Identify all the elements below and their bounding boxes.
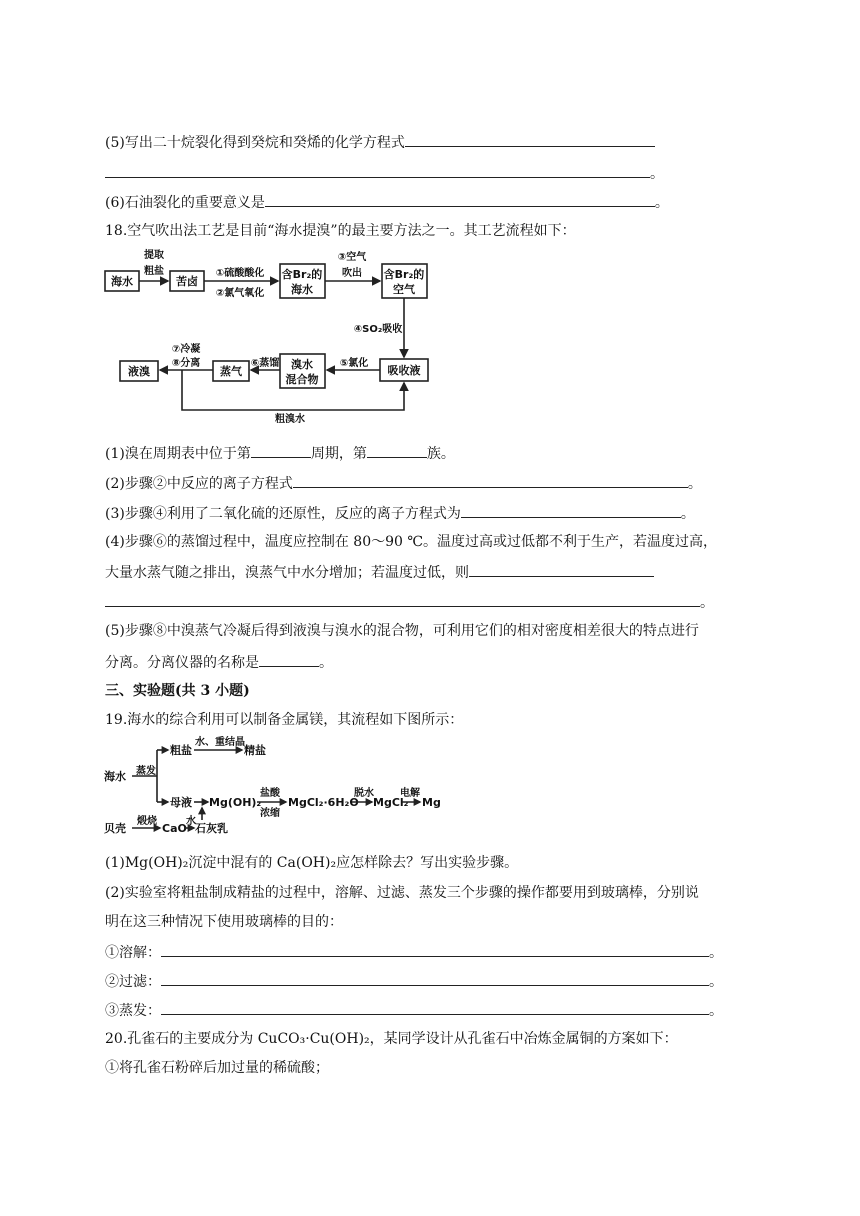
box-br2-seawater-2: 海水 <box>291 283 313 296</box>
q20-intro: 20.孔雀石的主要成分为 CuCO₃·Cu(OH)₂，某同学设计从孔雀石中冶炼金属铜的方案如下： <box>105 1031 678 1047</box>
q18-4-line2: 大量水蒸气随之排出，溴蒸气中水分增加；若温度过低，则 <box>105 561 654 583</box>
q18-1-line: (1)溴在周期表中位于第 周期，第 族。 <box>105 442 455 464</box>
box-br2-air-1: 含Br₂的 <box>383 268 425 281</box>
answer-blank[interactable] <box>293 472 688 488</box>
q19-2-line2: 明在这三种情况下使用玻璃棒的目的： <box>105 914 343 930</box>
mg-concentrate: 浓缩 <box>260 808 280 819</box>
mg-evaporate: 蒸发 <box>136 766 156 777</box>
q18-5-line1: (5)步骤⑧中溴蒸气冷凝后得到液溴与溴水的混合物，可利用它们的相对密度相差很大的特点进行 <box>105 623 699 639</box>
section-heading: 三、实验题(共 3 小题) <box>105 683 250 699</box>
q18-2-line: (2)步骤②中反应的离子方程式 。 <box>105 472 702 494</box>
magnesium-flow-diagram <box>102 734 447 838</box>
answer-blank[interactable] <box>259 651 319 667</box>
q17-5-line1: (5)写出二十烷裂化得到癸烷和癸烯的化学方程式 <box>105 131 655 153</box>
answer-blank[interactable] <box>461 502 681 518</box>
box-bittern: 苦卤 <box>176 275 198 288</box>
mg-cao: CaO <box>162 822 187 835</box>
mg-mgoh2: Mg(OH)₂ <box>209 796 262 809</box>
answer-blank[interactable] <box>251 442 311 458</box>
mg-seawater: 海水 <box>104 770 126 783</box>
mg-water-recryst: 水、重结晶 <box>195 737 245 748</box>
answer-blank[interactable] <box>105 162 650 178</box>
q19-2-line1: (2)实验室将粗盐制成精盐的过程中，溶解、过滤、蒸发三个步骤的操作都要用到玻璃棒，分别说 <box>105 885 699 901</box>
label-step1: ①硫酸酸化 <box>215 268 265 279</box>
answer-blank[interactable] <box>367 442 427 458</box>
label-step3b: 吹出 <box>342 268 362 279</box>
q18-4-line3: 。 <box>105 591 714 613</box>
label-step3a: ③空气 <box>337 252 367 263</box>
answer-blank[interactable] <box>405 131 655 147</box>
q20-1-line: ①将孔雀石粉碎后加过量的稀硫酸； <box>105 1060 329 1076</box>
q19-filter-line: ②过滤： 。 <box>105 970 723 992</box>
mg-hcl: 盐酸 <box>260 788 280 799</box>
label-step4: ④SO₂吸收 <box>353 324 403 335</box>
q19-intro: 19.海水的综合利用可以制备金属镁，其流程如下图所示： <box>105 712 464 728</box>
box-br2-seawater-1: 含Br₂的 <box>281 268 323 281</box>
box-liquid-bromine: 液溴 <box>128 365 150 378</box>
box-seawater: 海水 <box>111 275 133 288</box>
q19-evap-line: ③蒸发： 。 <box>105 999 723 1021</box>
mg-lime-milk: 石灰乳 <box>195 822 228 835</box>
mg-fine-salt: 精盐 <box>244 744 266 757</box>
label-step8: ⑧分离 <box>171 358 201 369</box>
bromine-flow-diagram <box>100 246 440 424</box>
mg-mgcl2: MgCl₂ <box>373 796 409 809</box>
box-vapor: 蒸气 <box>220 365 242 378</box>
q19-dissolve-line: ①溶解： 。 <box>105 941 723 963</box>
mg-mother-liquor: 母液 <box>170 796 192 809</box>
q18-intro: 18.空气吹出法工艺是目前“海水提溴”的最主要方法之一。其工艺流程如下： <box>105 223 576 239</box>
mg-water: 水 <box>186 816 196 827</box>
answer-blank[interactable] <box>469 561 654 577</box>
mg-shell: 贝壳 <box>104 822 126 835</box>
label-step7: ⑦冷凝 <box>171 344 201 355</box>
box-br2-air-2: 空气 <box>393 283 415 296</box>
q18-5-line2: 分离。分离仪器的名称是 。 <box>105 651 333 673</box>
answer-blank[interactable] <box>161 941 709 957</box>
box-absorb: 吸收液 <box>387 364 421 377</box>
mg-metal: Mg <box>422 796 441 809</box>
q19-1-line: (1)Mg(OH)₂沉淀中混有的 Ca(OH)₂应怎样除去？写出实验步骤。 <box>105 855 519 871</box>
q17-6-line: (6)石油裂化的重要意义是 。 <box>105 191 669 213</box>
label-step5: ⑤氯化 <box>339 358 369 369</box>
mg-crude-salt: 粗盐 <box>170 744 192 757</box>
label-step2: ②氯气氧化 <box>215 288 265 299</box>
mg-electrolysis: 电解 <box>400 788 420 799</box>
q17-5-line2: 。 <box>105 162 664 184</box>
answer-blank[interactable] <box>161 970 709 986</box>
mg-mgcl2-hydrate: MgCl₂·6H₂O <box>288 796 359 809</box>
mg-calcine: 煅烧 <box>137 816 157 827</box>
answer-blank[interactable] <box>265 191 655 207</box>
label-extract-1: 提取 <box>144 250 164 261</box>
box-mix-2: 混合物 <box>285 373 319 386</box>
label-extract-2: 粗盐 <box>144 266 164 277</box>
q18-3-line: (3)步骤④利用了二氧化硫的还原性，反应的离子方程式为 。 <box>105 502 695 524</box>
box-mix-1: 溴水 <box>291 358 313 371</box>
mg-dehydrate: 脱水 <box>354 788 374 799</box>
answer-blank[interactable] <box>161 999 709 1015</box>
answer-blank[interactable] <box>105 591 700 607</box>
label-step6: ⑥蒸馏 <box>250 358 280 369</box>
label-crude-bromine-water: 粗溴水 <box>275 414 305 424</box>
q18-4-line1: (4)步骤⑥的蒸馏过程中，温度应控制在 80～90 ℃。温度过高或过低都不利于生产，若温度过高， <box>105 534 718 550</box>
